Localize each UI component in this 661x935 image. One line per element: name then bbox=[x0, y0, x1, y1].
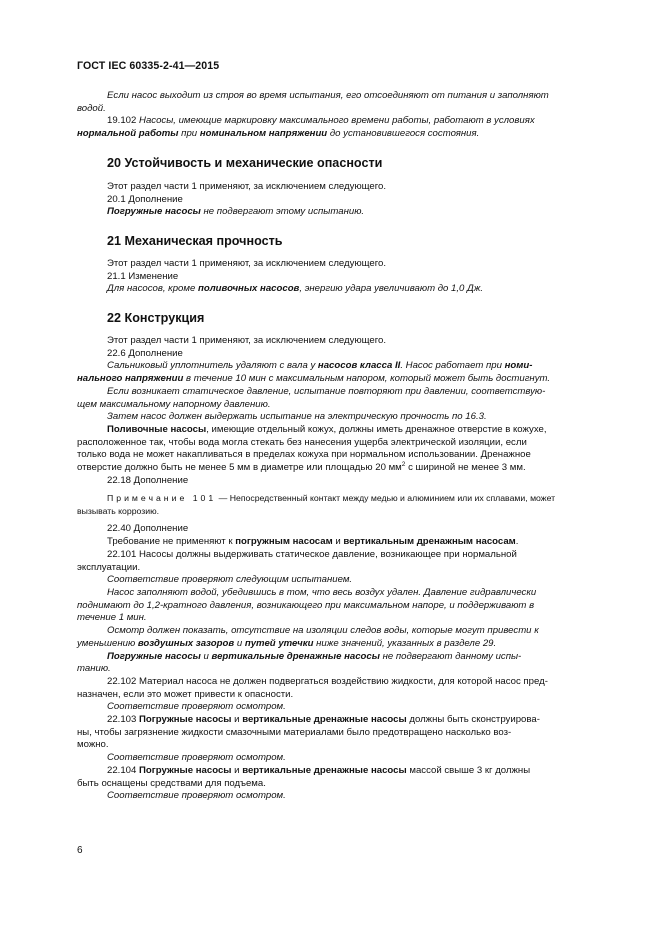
paragraph: назначен, если это может привести к опасности. bbox=[77, 688, 294, 700]
paragraph: Насос заполняют водой, убедившись в том, что весь воздух удален. Давление гидравлически bbox=[107, 586, 537, 598]
page-content bbox=[77, 90, 613, 803]
paragraph: Погружные насосы не подвергают этому испытанию. bbox=[107, 206, 365, 218]
paragraph: Затем насос должен выдержать испытание на электрическую прочность по 16.3. bbox=[107, 411, 487, 423]
clause-21-1: 21.1 Изменение bbox=[107, 270, 179, 282]
paragraph: только вода не может накапливаться в пределах кожуха при нормальном использовании. Дренажное bbox=[77, 449, 531, 461]
paragraph: Требование не применяют к погружным насосам и вертикальным дренажным насосам. bbox=[107, 536, 519, 548]
clause-22-18: 22.18 Дополнение bbox=[107, 474, 189, 486]
paragraph: поднимают до 1,2-кратного давления, возникающего при максимальном напоре, и поддерживают в bbox=[77, 599, 535, 611]
paragraph: Этот раздел части 1 применяют, за исключением следующего. bbox=[107, 257, 387, 269]
paragraph: ны, чтобы загрязнение жидкости смазочными материалами было предотвращено насколько воз- bbox=[77, 726, 512, 738]
clause-22-40: 22.40 Дополнение bbox=[107, 523, 189, 535]
paragraph: водой. bbox=[77, 102, 106, 114]
page-number: 6 bbox=[77, 845, 83, 856]
clause-22-102: 22.102 Материал насоса не должен подвергаться воздействию жидкости, для которой насос пред- bbox=[107, 675, 548, 687]
paragraph: быть оснащены средствами для подъема. bbox=[77, 777, 266, 789]
clause-20-1: 20.1 Дополнение bbox=[107, 193, 183, 205]
note-101-cont: вызывать коррозию. bbox=[77, 505, 160, 516]
clause-22-104: 22.104 Погружные насосы и вертикальные дренажные насосы массой свыше 3 кг должны bbox=[107, 764, 531, 776]
paragraph: Этот раздел части 1 применяют, за исключением следующего. bbox=[107, 180, 387, 192]
clause-19-102: 19.102 Насосы, имеющие маркировку максимального времени работы, работают в условиях bbox=[107, 115, 535, 127]
paragraph: Если возникает статическое давление, испытание повторяют при давлении, соответствую- bbox=[107, 385, 546, 397]
paragraph: течение 1 мин. bbox=[77, 612, 147, 624]
paragraph: уменьшению воздушных зазоров и путей утечки ниже значений, указанных в разделе 29. bbox=[77, 637, 497, 649]
paragraph: Для насосов, кроме поливочных насосов, энергию удара увеличивают до 1,0 Дж. bbox=[107, 283, 484, 295]
clause-22-6: 22.6 Дополнение bbox=[107, 347, 183, 359]
paragraph: нормальной работы при номинальном напряжении до установившегося состояния. bbox=[77, 128, 480, 140]
paragraph: танию. bbox=[77, 663, 111, 675]
paragraph: Соответствие проверяют осмотром. bbox=[107, 752, 286, 764]
paragraph: Погружные насосы и вертикальные дренажные насосы не подвергают данному испы- bbox=[107, 650, 522, 662]
paragraph: Соответствие проверяют следующим испытанием. bbox=[107, 574, 353, 586]
standard-header: ГОСТ IEC 60335-2-41—2015 bbox=[77, 60, 220, 72]
note-101: Примечание 101 — Непосредственный контакт между медью и алюминием или их сплавами, может bbox=[107, 493, 556, 504]
paragraph: Осмотр должен показать, отсутствие на изоляции следов воды, которые могут привести к bbox=[107, 625, 539, 637]
clause-22-103: 22.103 Погружные насосы и вертикальные дренажные насосы должны быть сконструирова- bbox=[107, 714, 540, 726]
paragraph: расположенное так, чтобы вода могла стекать без нанесения ущерба электрической изоляции, если bbox=[77, 436, 527, 448]
paragraph: щем максимальному напорному давлению. bbox=[77, 398, 271, 410]
clause-22-101: 22.101 Насосы должны выдерживать статическое давление, возникающее при нормальной bbox=[107, 548, 517, 560]
paragraph: можно. bbox=[77, 739, 109, 751]
paragraph: Если насос выходит из строя во время испытания, его отсоединяют от питания и заполняют bbox=[107, 90, 549, 101]
paragraph: нального напряжении в течение 10 мин с максимальным напором, который может быть достигнут. bbox=[77, 373, 551, 385]
paragraph: эксплуатации. bbox=[77, 561, 141, 573]
paragraph: Этот раздел части 1 применяют, за исключением следующего. bbox=[107, 335, 387, 347]
section-22-title: 22 Конструкция bbox=[107, 311, 205, 326]
paragraph: Соответствие проверяют осмотром. bbox=[107, 701, 286, 713]
paragraph: Соответствие проверяют осмотром. bbox=[107, 790, 286, 802]
paragraph: отверстие должно быть не менее 5 мм в диаметре или площадью 20 $мм^2$ с шириной не менее 3 мм. bbox=[77, 460, 526, 474]
paragraph: Сальниковый уплотнитель удаляют с вала у насосов класса II. Насос работает при номи- bbox=[107, 360, 533, 372]
section-20-title: 20 Устойчивость и механические опасности bbox=[107, 155, 383, 170]
section-21-title: 21 Механическая прочность bbox=[107, 233, 283, 248]
paragraph: Поливочные насосы, имеющие отдельный кожух, должны иметь дренажное отверстие в кожухе, bbox=[107, 423, 547, 435]
